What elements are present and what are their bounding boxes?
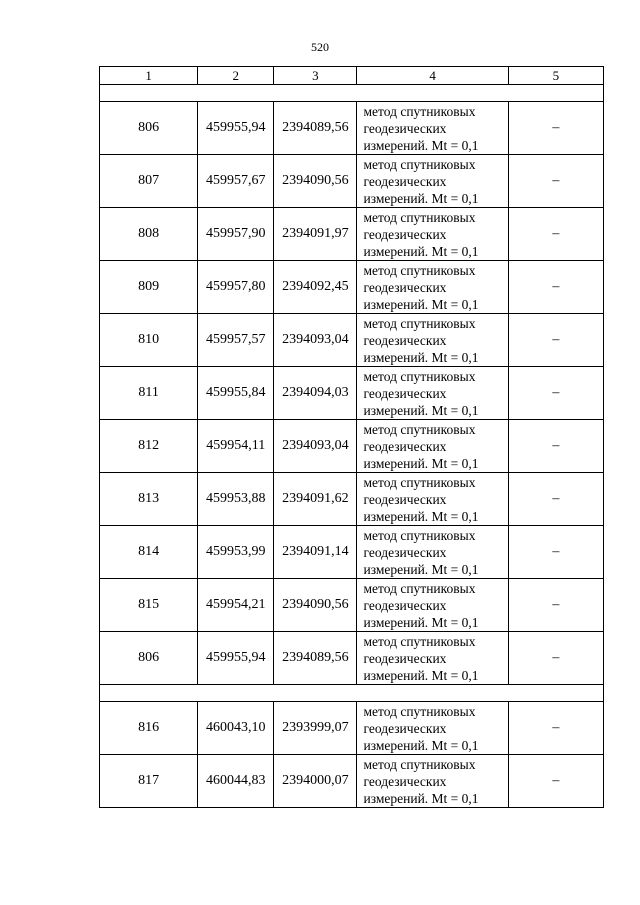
- x-coordinate-cell: 459957,90: [198, 208, 274, 261]
- note-cell: –: [508, 579, 603, 632]
- method-cell: [357, 632, 508, 685]
- method-cell: [357, 155, 508, 208]
- point-number-cell: 814: [100, 526, 198, 579]
- method-line: геодезических: [363, 773, 447, 789]
- y-coordinate-cell: 2394092,45: [274, 261, 357, 314]
- group-separator-cell: [100, 85, 604, 102]
- table-row: [100, 755, 604, 808]
- method-cell: [357, 367, 508, 420]
- group-separator-row: [100, 685, 604, 702]
- x-coordinate-cell: 459957,80: [198, 261, 274, 314]
- method-line: геодезических: [363, 332, 447, 348]
- x-coordinate-cell: 459955,84: [198, 367, 274, 420]
- method-line: метод спутниковых: [363, 527, 476, 543]
- table-row: [100, 420, 604, 473]
- method-line: геодезических: [363, 438, 447, 454]
- method-line: измерений. Mt = 0,1: [363, 137, 479, 153]
- y-coordinate-cell: 2394090,56: [274, 155, 357, 208]
- table-row: [100, 526, 604, 579]
- table-row: [100, 632, 604, 685]
- method-line: измерений. Mt = 0,1: [363, 667, 479, 683]
- x-coordinate-cell: 459955,94: [198, 632, 274, 685]
- table-row: [100, 102, 604, 155]
- note-cell: –: [508, 526, 603, 579]
- method-cell: [357, 208, 508, 261]
- method-line: геодезических: [363, 279, 447, 295]
- method-line: метод спутниковых: [363, 315, 476, 331]
- column-header-4: 4: [357, 67, 508, 85]
- method-line: геодезических: [363, 173, 447, 189]
- table-row: [100, 155, 604, 208]
- point-number-cell: 811: [100, 367, 198, 420]
- method-cell: [357, 755, 508, 808]
- table-row: [100, 261, 604, 314]
- page-number: 520: [311, 40, 329, 54]
- y-coordinate-cell: 2394091,97: [274, 208, 357, 261]
- method-line: метод спутниковых: [363, 421, 476, 437]
- y-coordinate-cell: 2394091,14: [274, 526, 357, 579]
- note-cell: –: [508, 155, 603, 208]
- table-row: [100, 208, 604, 261]
- method-cell: [357, 526, 508, 579]
- method-line: метод спутниковых: [363, 262, 476, 278]
- note-cell: –: [508, 755, 603, 808]
- method-line: метод спутниковых: [363, 756, 476, 772]
- column-header-2: 2: [198, 67, 274, 85]
- y-coordinate-cell: 2394093,04: [274, 314, 357, 367]
- method-cell: [357, 102, 508, 155]
- method-line: метод спутниковых: [363, 368, 476, 384]
- point-number-cell: 806: [100, 632, 198, 685]
- point-number-cell: 815: [100, 579, 198, 632]
- method-line: геодезических: [363, 385, 447, 401]
- point-number-cell: 810: [100, 314, 198, 367]
- method-line: геодезических: [363, 226, 447, 242]
- method-line: измерений. Mt = 0,1: [363, 790, 479, 806]
- table-row: [100, 367, 604, 420]
- point-number-cell: 817: [100, 755, 198, 808]
- method-line: геодезических: [363, 650, 447, 666]
- x-coordinate-cell: 459953,88: [198, 473, 274, 526]
- column-header-5: 5: [508, 67, 603, 85]
- method-line: измерений. Mt = 0,1: [363, 190, 479, 206]
- y-coordinate-cell: 2394091,62: [274, 473, 357, 526]
- method-line: метод спутниковых: [363, 580, 476, 596]
- note-cell: –: [508, 420, 603, 473]
- method-line: метод спутниковых: [363, 474, 476, 490]
- method-line: геодезических: [363, 597, 447, 613]
- y-coordinate-cell: 2394089,56: [274, 102, 357, 155]
- note-cell: –: [508, 473, 603, 526]
- point-number-cell: 807: [100, 155, 198, 208]
- x-coordinate-cell: 459954,21: [198, 579, 274, 632]
- x-coordinate-cell: 460044,83: [198, 755, 274, 808]
- method-line: измерений. Mt = 0,1: [363, 243, 479, 259]
- y-coordinate-cell: 2394090,56: [274, 579, 357, 632]
- note-cell: –: [508, 367, 603, 420]
- y-coordinate-cell: 2393999,07: [274, 702, 357, 755]
- method-line: метод спутниковых: [363, 703, 476, 719]
- y-coordinate-cell: 2394094,03: [274, 367, 357, 420]
- y-coordinate-cell: 2394089,56: [274, 632, 357, 685]
- x-coordinate-cell: 459957,67: [198, 155, 274, 208]
- method-cell: [357, 420, 508, 473]
- table-row: [100, 579, 604, 632]
- group-separator-row: [100, 85, 604, 102]
- method-line: измерений. Mt = 0,1: [363, 296, 479, 312]
- method-line: измерений. Mt = 0,1: [363, 455, 479, 471]
- method-line: геодезических: [363, 491, 447, 507]
- method-line: геодезических: [363, 120, 447, 136]
- note-cell: –: [508, 261, 603, 314]
- y-coordinate-cell: 2394000,07: [274, 755, 357, 808]
- note-cell: –: [508, 702, 603, 755]
- point-number-cell: 816: [100, 702, 198, 755]
- group-separator-cell: [100, 685, 604, 702]
- table-row: [100, 473, 604, 526]
- point-number-cell: 806: [100, 102, 198, 155]
- method-cell: [357, 702, 508, 755]
- method-line: метод спутниковых: [363, 209, 476, 225]
- method-cell: [357, 473, 508, 526]
- method-line: измерений. Mt = 0,1: [363, 402, 479, 418]
- method-line: метод спутниковых: [363, 633, 476, 649]
- x-coordinate-cell: 460043,10: [198, 702, 274, 755]
- note-cell: –: [508, 102, 603, 155]
- y-coordinate-cell: 2394093,04: [274, 420, 357, 473]
- method-cell: [357, 261, 508, 314]
- method-line: измерений. Mt = 0,1: [363, 737, 479, 753]
- point-number-cell: 812: [100, 420, 198, 473]
- x-coordinate-cell: 459953,99: [198, 526, 274, 579]
- method-line: измерений. Mt = 0,1: [363, 349, 479, 365]
- method-line: геодезических: [363, 544, 447, 560]
- note-cell: –: [508, 208, 603, 261]
- point-number-cell: 813: [100, 473, 198, 526]
- method-cell: [357, 579, 508, 632]
- point-number-cell: 808: [100, 208, 198, 261]
- method-line: метод спутниковых: [363, 156, 476, 172]
- method-line: геодезических: [363, 720, 447, 736]
- method-line: метод спутниковых: [363, 103, 476, 119]
- method-line: измерений. Mt = 0,1: [363, 508, 479, 524]
- method-line: измерений. Mt = 0,1: [363, 614, 479, 630]
- x-coordinate-cell: 459954,11: [198, 420, 274, 473]
- x-coordinate-cell: 459957,57: [198, 314, 274, 367]
- column-header-1: 1: [100, 67, 198, 85]
- note-cell: –: [508, 314, 603, 367]
- column-number-header-row: [100, 67, 604, 85]
- method-line: измерений. Mt = 0,1: [363, 561, 479, 577]
- x-coordinate-cell: 459955,94: [198, 102, 274, 155]
- method-cell: [357, 314, 508, 367]
- table-row: [100, 702, 604, 755]
- column-header-3: 3: [274, 67, 357, 85]
- point-number-cell: 809: [100, 261, 198, 314]
- coordinates-table: [99, 66, 604, 808]
- table-row: [100, 314, 604, 367]
- note-cell: –: [508, 632, 603, 685]
